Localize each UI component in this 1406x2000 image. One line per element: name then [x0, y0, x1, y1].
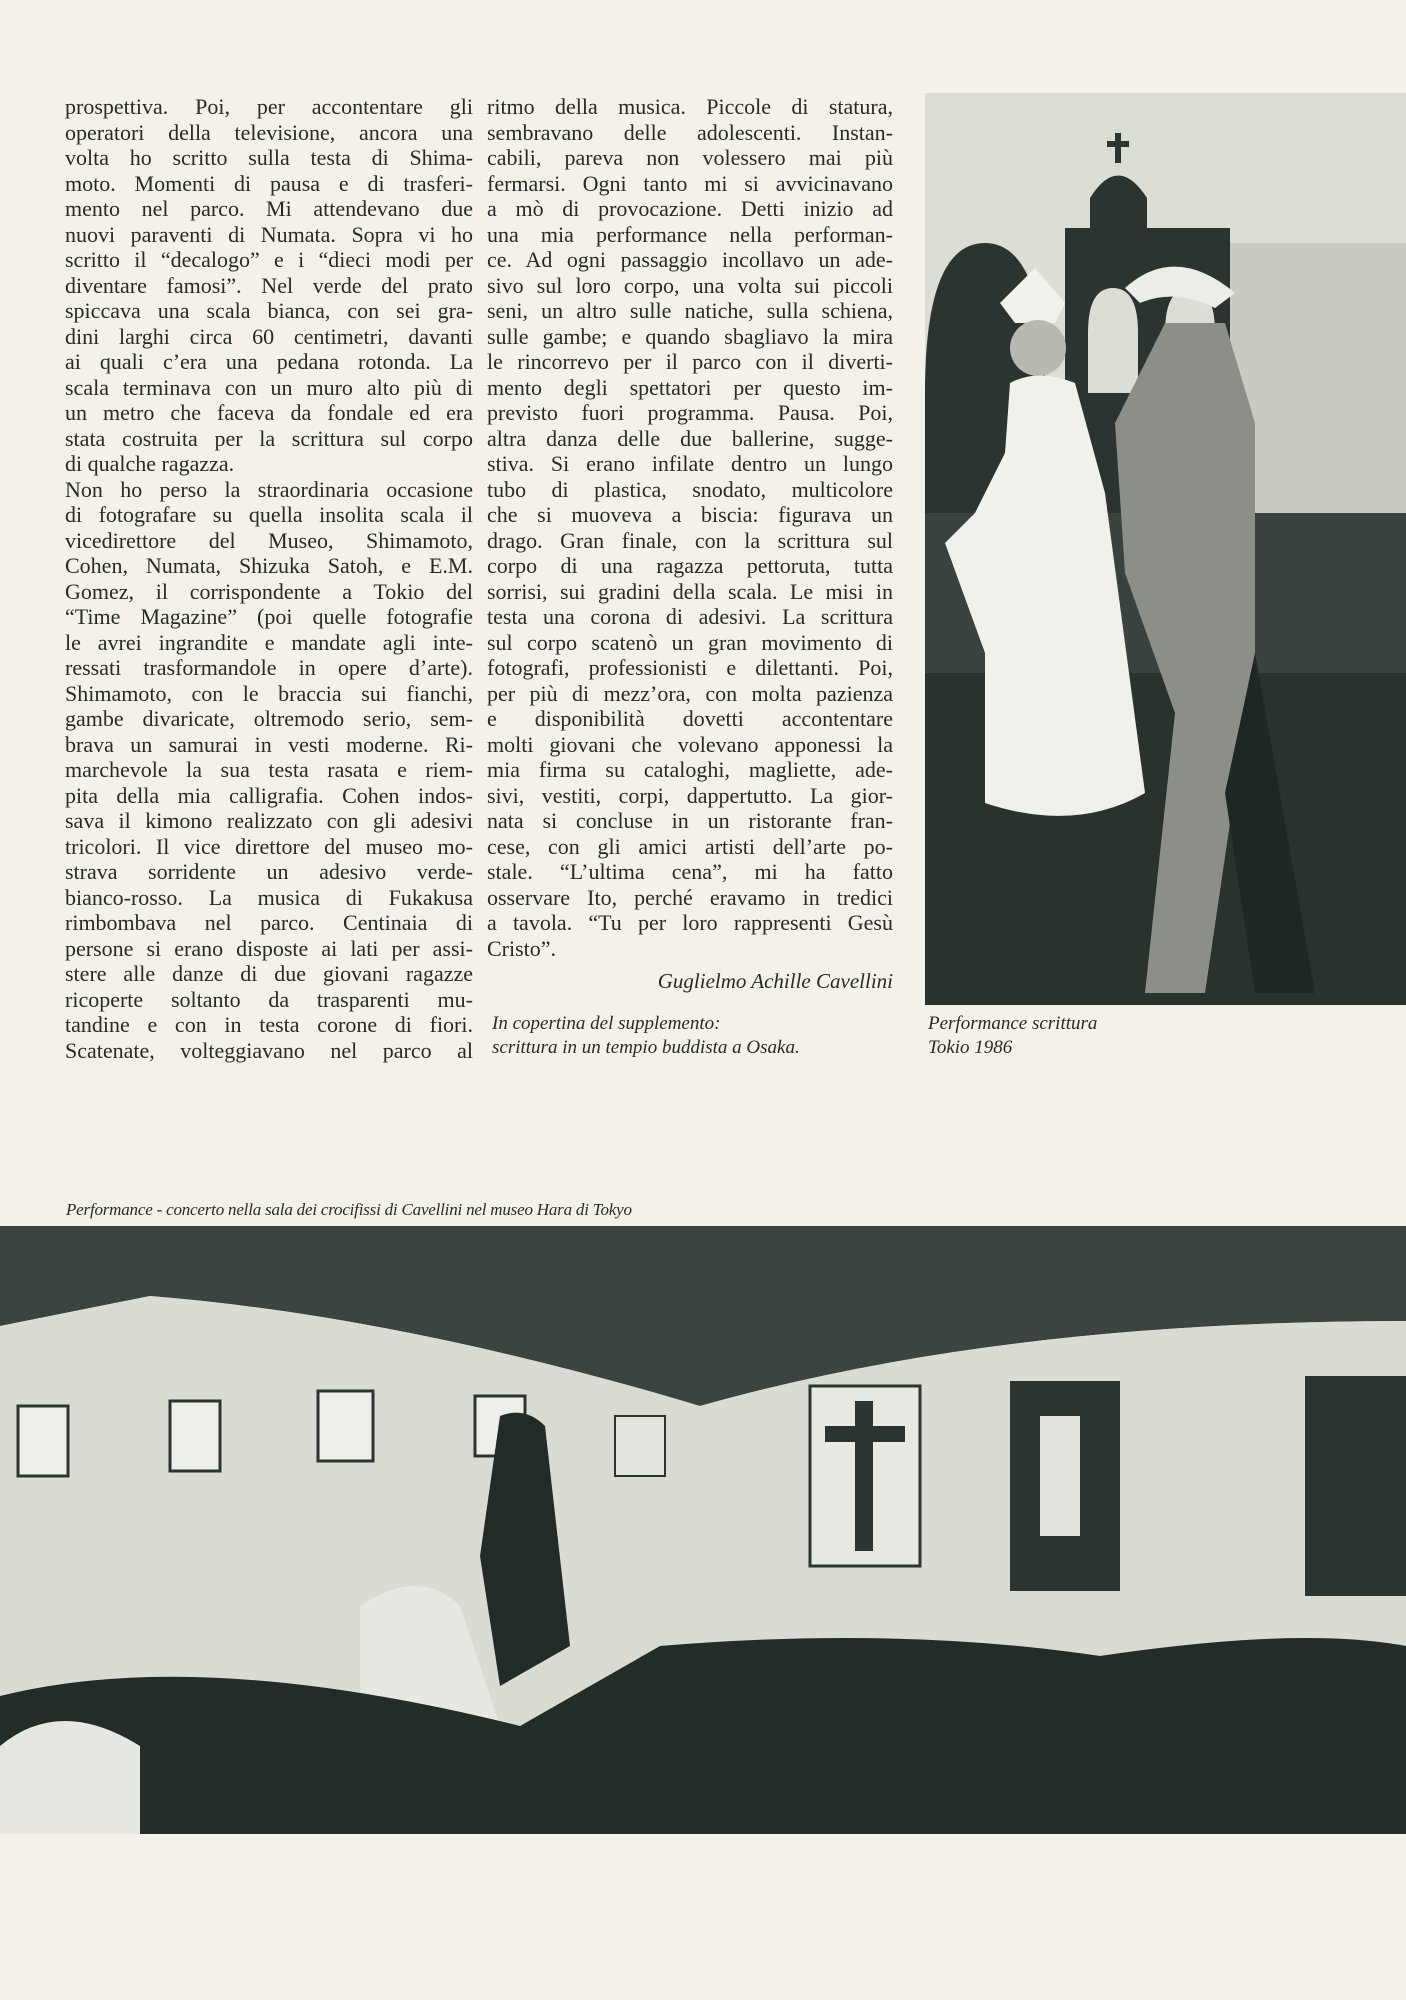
- text-line: sulle gambe; e quando sbagliavo la mira: [487, 323, 893, 349]
- text-line: corpo di una ragazza pettoruta, tutta: [487, 553, 893, 578]
- cover-caption-line-1: In copertina del supplemento:: [492, 1013, 721, 1034]
- text-line: gambe divaricate, oltremodo serio, sem-: [65, 706, 473, 731]
- article-column-1: [65, 94, 473, 1063]
- text-line: tandine e con in testa corone di fiori.: [65, 1012, 473, 1037]
- text-line: ricoperte soltanto da trasparenti mu-: [65, 986, 473, 1012]
- text-line: ressati trasformandole in opere d’arte).: [65, 655, 473, 680]
- text-line: Cohen, Numata, Shizuka Satoh, e E.M.: [65, 553, 473, 578]
- text-line: marchevole la sua testa rasata e riem-: [65, 757, 473, 782]
- text-line: un metro che faceva da fondale ed era: [65, 400, 473, 425]
- text-line: mento nel parco. Mi attendevano due: [65, 196, 473, 221]
- text-line: diventare famosi”. Nel verde del prato: [65, 272, 473, 298]
- text-line: rimbombava nel parco. Centinaia di: [65, 910, 473, 935]
- text-line: seni, un altro sulle natiche, sulla schiena,: [487, 298, 893, 323]
- text-line: Cristo”.: [487, 935, 557, 961]
- text-line: Shimamoto, con le braccia sui fianchi,: [65, 680, 473, 706]
- text-line: osservare Ito, perché eravamo in tredici: [487, 884, 893, 910]
- text-line: fermarsi. Ogni tanto mi si avvicinavano: [487, 170, 893, 196]
- text-line: le rincorrevo per il parco con il diverti-: [487, 349, 893, 374]
- text-line: testa una corona di adesivi. La scrittura: [487, 604, 893, 629]
- text-line: mento degli spettatori per questo im-: [487, 374, 893, 400]
- text-line: tricolori. Il vice direttore del museo mo-: [65, 833, 473, 859]
- text-line: di qualche ragazza.: [65, 451, 235, 476]
- text-line: sul corpo scatenò un gran movimento di: [487, 629, 893, 655]
- text-line: nata si concluse in un ristorante fran-: [487, 808, 893, 833]
- text-line: drago. Gran finale, con la scrittura sul: [487, 527, 893, 553]
- text-line: ritmo della musica. Piccole di statura,: [487, 94, 893, 119]
- text-line: scala terminava con un muro alto più di: [65, 374, 473, 400]
- text-line: a mò di provocazione. Detti inizio ad: [487, 196, 893, 221]
- author-signature: Guglielmo Achille Cavellini: [657, 969, 893, 993]
- photo1-caption-line-2: Tokio 1986: [928, 1037, 1013, 1058]
- text-line: persone si erano disposte ai lati per assi-: [65, 935, 473, 961]
- text-line: tubo di plastica, snodato, multicolore: [487, 476, 893, 502]
- text-line: di fotografare su quella insolita scala il: [65, 502, 473, 527]
- text-line: e disponibilità dovetti accontentare: [487, 706, 893, 731]
- text-line: stiva. Si erano infilate dentro un lungo: [487, 451, 893, 476]
- text-line: Scatenate, volteggiavano nel parco al: [65, 1037, 473, 1063]
- text-line: ai quali c’era una pedana rotonda. La: [65, 349, 473, 374]
- text-line: per più di mezz’ora, con molta pazienza: [487, 680, 893, 706]
- text-line: nuovi paraventi di Numata. Sopra vi ho: [65, 221, 473, 247]
- text-line: cese, con gli amici artisti dell’arte po-: [487, 833, 893, 859]
- text-line: “Time Magazine” (poi quelle fotografie: [65, 604, 473, 629]
- text-line: cabili, pareva non volessero mai più: [487, 145, 893, 170]
- text-line: che si muoveva a biscia: figurava un: [487, 502, 893, 527]
- cover-caption-line-2: scrittura in un tempio buddista a Osaka.: [492, 1037, 800, 1058]
- text-line: prospettiva. Poi, per accontentare gli: [65, 94, 473, 119]
- text-line: Non ho perso la straordinaria occasione: [65, 476, 473, 502]
- text-line: sorrisi, sui gradini della scala. Le misi in: [487, 578, 893, 604]
- text-line: ce. Ad ogni passaggio incollavo un ade-: [487, 247, 893, 272]
- text-line: bianco-rosso. La musica di Fukakusa: [65, 884, 473, 910]
- text-line: sembravano delle adolescenti. Instan-: [487, 119, 893, 145]
- text-line: sivi, vestiti, corpi, dappertutto. La gior-: [487, 782, 893, 808]
- performance-photo-tokio: [925, 93, 1406, 1005]
- performance-concert-photo-hara-museum: [0, 1226, 1406, 1834]
- text-line: volta ho scritto sulla testa di Shima-: [65, 145, 473, 170]
- text-line: brava un samurai in vesti moderne. Ri-: [65, 731, 473, 757]
- text-line: altra danza delle due ballerine, sugge-: [487, 425, 893, 451]
- text-line: moto. Momenti di pausa e di trasferi-: [65, 170, 473, 196]
- text-line: a tavola. “Tu per loro rappresenti Gesù: [487, 910, 893, 935]
- article-column-2: [487, 94, 893, 961]
- text-line: previsto fuori programma. Pausa. Poi,: [487, 400, 893, 425]
- text-line: sava il kimono realizzato con gli adesivi: [65, 808, 473, 833]
- text-line: mia firma su cataloghi, magliette, ade-: [487, 757, 893, 782]
- text-line: Gomez, il corrispondente a Tokio del: [65, 578, 473, 604]
- text-line: scritto il “decalogo” e i “dieci modi per: [65, 247, 473, 272]
- photo1-caption-line-1: Performance scrittura: [928, 1013, 1098, 1034]
- text-line: una mia performance nella performan-: [487, 221, 893, 247]
- photo2-caption: Performance - concerto nella sala dei crocifissi di Cavellini nel museo Hara di Tokyo: [66, 1200, 632, 1219]
- text-line: strava sorridente un adesivo verde-: [65, 859, 473, 884]
- text-line: stata costruita per la scrittura sul corpo: [65, 425, 473, 451]
- photo1-caption: [928, 1012, 1097, 1060]
- text-line: molti giovani che volevano apponessi la: [487, 731, 893, 757]
- text-line: le avrei ingrandite e mandate agli inte-: [65, 629, 473, 655]
- text-line: stale. “L’ultima cena”, mi ha fatto: [487, 859, 893, 884]
- text-line: stere alle danze di due giovani ragazze: [65, 961, 473, 986]
- text-line: operatori della televisione, ancora una: [65, 119, 473, 145]
- text-line: vicedirettore del Museo, Shimamoto,: [65, 527, 473, 553]
- text-line: spiccava una scala bianca, con sei gra-: [65, 298, 473, 323]
- text-line: pita della mia calligrafia. Cohen indos-: [65, 782, 473, 808]
- text-line: sivo sul loro corpo, una volta sui piccoli: [487, 272, 893, 298]
- text-line: fotografi, professionisti e dilettanti. Poi,: [487, 655, 893, 680]
- text-line: dini larghi circa 60 centimetri, davanti: [65, 323, 473, 349]
- cover-caption: [492, 1012, 800, 1060]
